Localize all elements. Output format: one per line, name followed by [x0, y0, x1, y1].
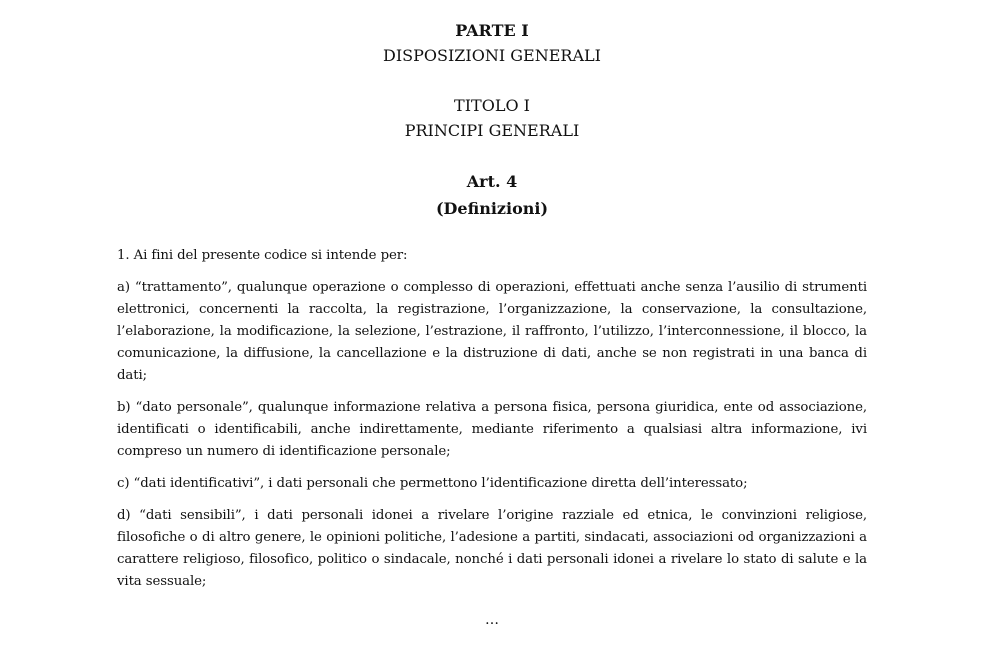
part-heading: PARTE I — [455, 21, 529, 40]
article-title: (Definizioni) — [435, 199, 549, 218]
continuation-ellipsis: … — [485, 612, 499, 628]
definition-d: d) “dati sensibili”, i dati personali idonei a rivelare l’origine razziale ed etnica, le convinzioni religiose, filosofiche o di altro genere, le opinioni politiche, l’adesione a partiti, sindacati, associazioni od organizzazioni a carattere religioso, filosofico, politico o sindacale, nonché i dati personali idonei a rivelare lo stato di salute e la vita sessuale; — [117, 508, 867, 589]
intro-paragraph: 1. Ai fini del presente codice si intende per: — [117, 248, 408, 263]
definition-a: a) “trattamento”, qualunque operazione o complesso di operazioni, effettuati anche senza l’ausilio di strumenti elettronici, concernenti la raccolta, la registrazione, l’organizzazione, la conservazione, la consultazione, l’elaborazione, la modificazione, la selezione, l’estrazione, il raffronto, l’utilizzo, l’interconnessione, il blocco, la comunicazione, la diffusione, la cancellazione e la distruzione di dati, anche se non registrati in una banca di dati; — [117, 280, 867, 383]
part-title: DISPOSIZIONI GENERALI — [383, 46, 601, 65]
title-name: PRINCIPI GENERALI — [404, 121, 580, 140]
definition-b: b) “dato personale”, qualunque informazione relativa a persona fisica, persona giuridica, ente od associazione, identificati o identificabili, anche indirettamente, mediante riferimento a qualsiasi altra informazione, ivi compreso un numero di identificazione personale; — [117, 400, 867, 459]
definition-c: c) “dati identificativi”, i dati personali che permettono l’identificazione diretta dell’interessato; — [117, 476, 748, 491]
article-number: Art. 4 — [466, 172, 518, 191]
title-heading: TITOLO I — [454, 96, 530, 115]
